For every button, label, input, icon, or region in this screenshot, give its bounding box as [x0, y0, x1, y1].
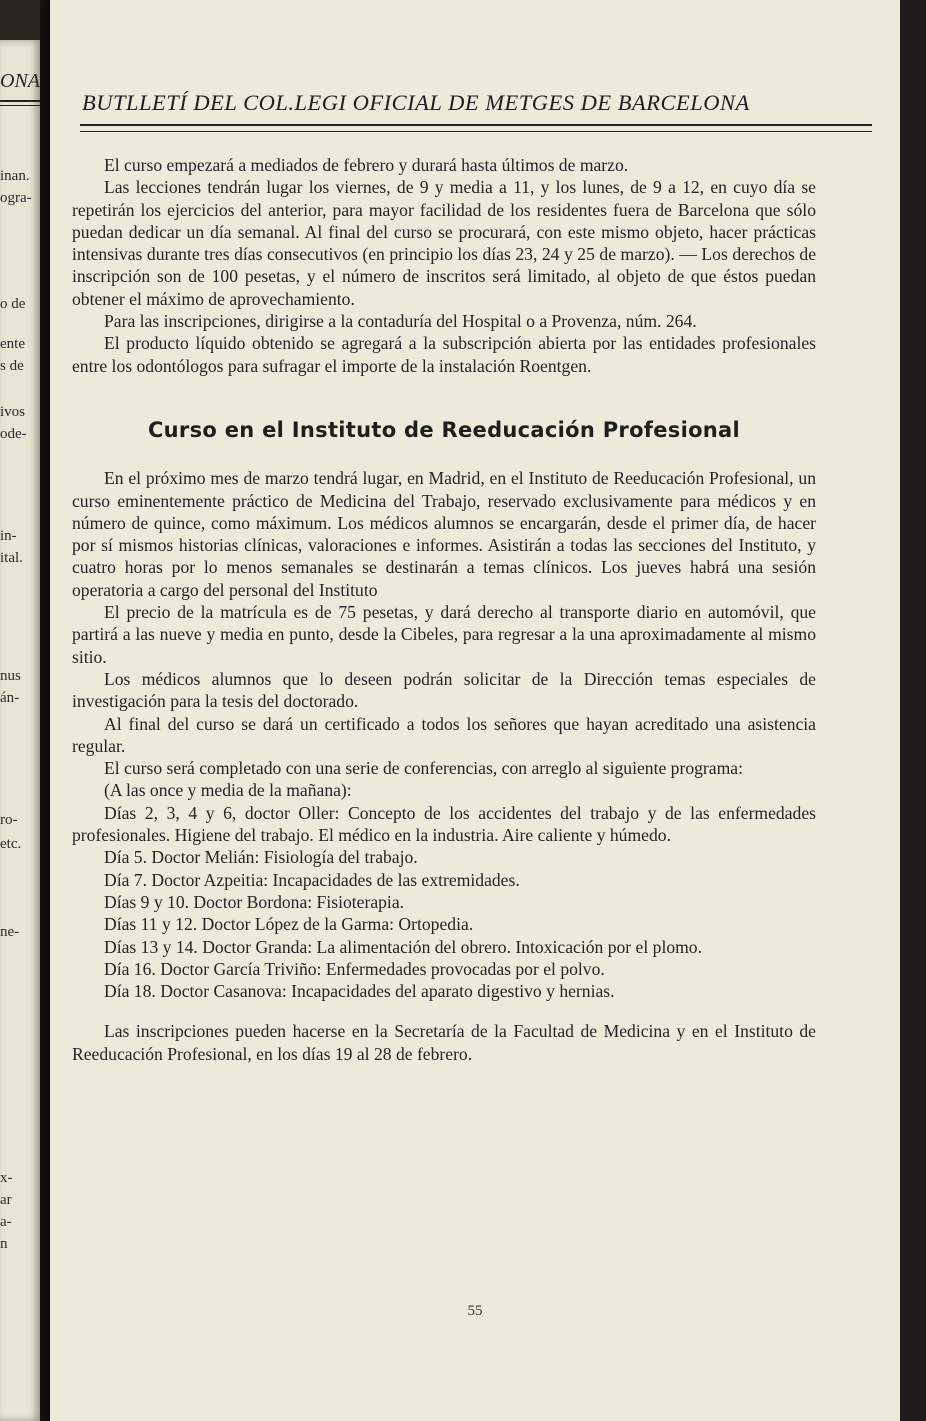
adjacent-text-fragment: ne- [0, 924, 20, 940]
adjacent-text-fragment: n [0, 1236, 8, 1252]
adjacent-text-fragment: nus [0, 668, 21, 684]
adjacent-text-fragment: in- [0, 528, 17, 544]
program-entry: Días 11 y 12. Doctor López de la Garma: Ortopedia. [104, 914, 474, 935]
program-entry: Día 16. Doctor García Triviño: Enfermedades provocadas por el polvo. [104, 958, 605, 979]
paragraph: Los médicos alumnos que lo deseen podrán solicitar de la Dirección temas especiales de investigación para la tesis del doctorado. [72, 668, 816, 712]
paragraph: (A las once y media de la mañana): [104, 780, 352, 801]
program-entry: Día 7. Doctor Azpeitia: Incapacidades de las extremidades. [104, 869, 520, 890]
adjacent-text-fragment: inan. [0, 168, 30, 184]
adjacent-page-header: ONA [0, 70, 40, 92]
paragraph: El producto líquido obtenido se agregará a la subscripción abierta por las entidades profesionales entre los odontólogos para sufragar el importe de la instalación Roentgen. [72, 333, 816, 376]
paragraph: El curso será completado con una serie de conferencias, con arreglo al siguiente programa: [104, 758, 743, 779]
adjacent-text-fragment: án- [0, 690, 20, 706]
paragraph: Al final del curso se dará un certificado a todos los señores que hayan acreditado una asistencia regular. [72, 713, 816, 756]
adjacent-text-fragment: etc. [0, 836, 22, 852]
closing-paragraph: Las inscripciones pueden hacerse en la Secretaría de la Facultad de Medicina y en el Instituto de Reeducación Profesional, en los días 19 al 28 de febrero. [72, 1021, 816, 1064]
page-number: 55 [467, 1303, 483, 1319]
adjacent-page [0, 40, 40, 1421]
program-entry: Días 9 y 10. Doctor Bordona: Fisioterapia. [104, 891, 405, 912]
adjacent-text-fragment: a- [0, 1214, 12, 1230]
program-entry: Días 2, 3, 4 y 6, doctor Oller: Concepto de los accidentes del trabajo y de las enfermedades profesionales. Higiene del trabajo. El médico en la industria. Aire caliente y húmedo. [72, 802, 816, 846]
adjacent-text-fragment: s de [0, 358, 24, 374]
header-rule-thick [80, 124, 872, 126]
adjacent-text-fragment: o de [0, 296, 26, 312]
adjacent-text-fragment: ogra- [0, 190, 32, 206]
paragraph: En el próximo mes de marzo tendrá lugar, en Madrid, en el Instituto de Reeducación Profesional, un curso eminentemente práctico de Medicina del Trabajo, reservado exclusivamente para médicos y en número de quince, como máximum. Los médicos alumnos se encargarán, desde el primer día, de hacer por sí mismos historias clínicas, valoraciones e informes. Asistirán a todas las secciones del Instituto, y cuatro horas por lo menos semanales se destinarán a temas clínicos. Los jueves habrá una sesión operatoria a cargo del personal del Instituto [72, 468, 816, 600]
adjacent-header-rule [0, 100, 40, 102]
header-rule-thin [80, 131, 872, 132]
program-entry: Día 5. Doctor Melián: Fisiología del trabajo. [104, 847, 418, 868]
article-body [72, 154, 816, 1065]
adjacent-header-rule-thin [0, 105, 40, 106]
program-entry: Días 13 y 14. Doctor Granda: La alimentación del obrero. Intoxicación por el plomo. [104, 936, 703, 957]
paragraph: Las lecciones tendrán lugar los viernes, de 9 y media a 11, y los lunes, de 9 a 12, en cuyo día se repetirán los ejercicios del anterior, para mayor facilidad de los residentes fuera de Barcelona que sólo puedan dedicar un día semanal. Al final del curso se procurará, con este mismo objeto, hacer prácticas intensivas durante tres días consecutivos (en principio los días 23, 24 y 25 de marzo). — Los derechos de inscripción son de 100 pesetas, y el número de inscritos será limitado, al objeto de que éstos puedan obtener el máximo de aprovechamiento. [72, 177, 816, 309]
adjacent-text-fragment: ar [0, 1192, 12, 1208]
adjacent-text-fragment: x- [0, 1170, 13, 1186]
program-entry: Día 18. Doctor Casanova: Incapacidades del aparato digestivo y hernias. [104, 981, 615, 1002]
paragraph: El precio de la matrícula es de 75 pesetas, y dará derecho al transporte diario en automóvil, que partirá a las nueve y media en punto, desde la Cibeles, para regresar a la una aproximadamente al mismo sitio. [72, 602, 816, 667]
paragraph: El curso empezará a mediados de febrero y durará hasta últimos de marzo. [104, 155, 629, 175]
bulletin-page [50, 0, 900, 1421]
adjacent-text-fragment: ivos [0, 404, 26, 420]
scan-background-edge [900, 0, 926, 1421]
adjacent-text-fragment: ode- [0, 426, 27, 442]
paragraph: Para las inscripciones, dirigirse a la contaduría del Hospital o a Provenza, núm. 264. [104, 311, 697, 332]
section-title: Curso en el Instituto de Reeducación Profesional [147, 417, 741, 442]
adjacent-text-fragment: ital. [0, 550, 23, 566]
adjacent-text-fragment: ente [0, 336, 25, 352]
book-spine [40, 0, 50, 1421]
adjacent-text-fragment: ro- [0, 812, 18, 828]
running-header: BUTLLETÍ DEL COL.LEGI OFICIAL DE METGES DE BARCELONA [82, 90, 750, 115]
